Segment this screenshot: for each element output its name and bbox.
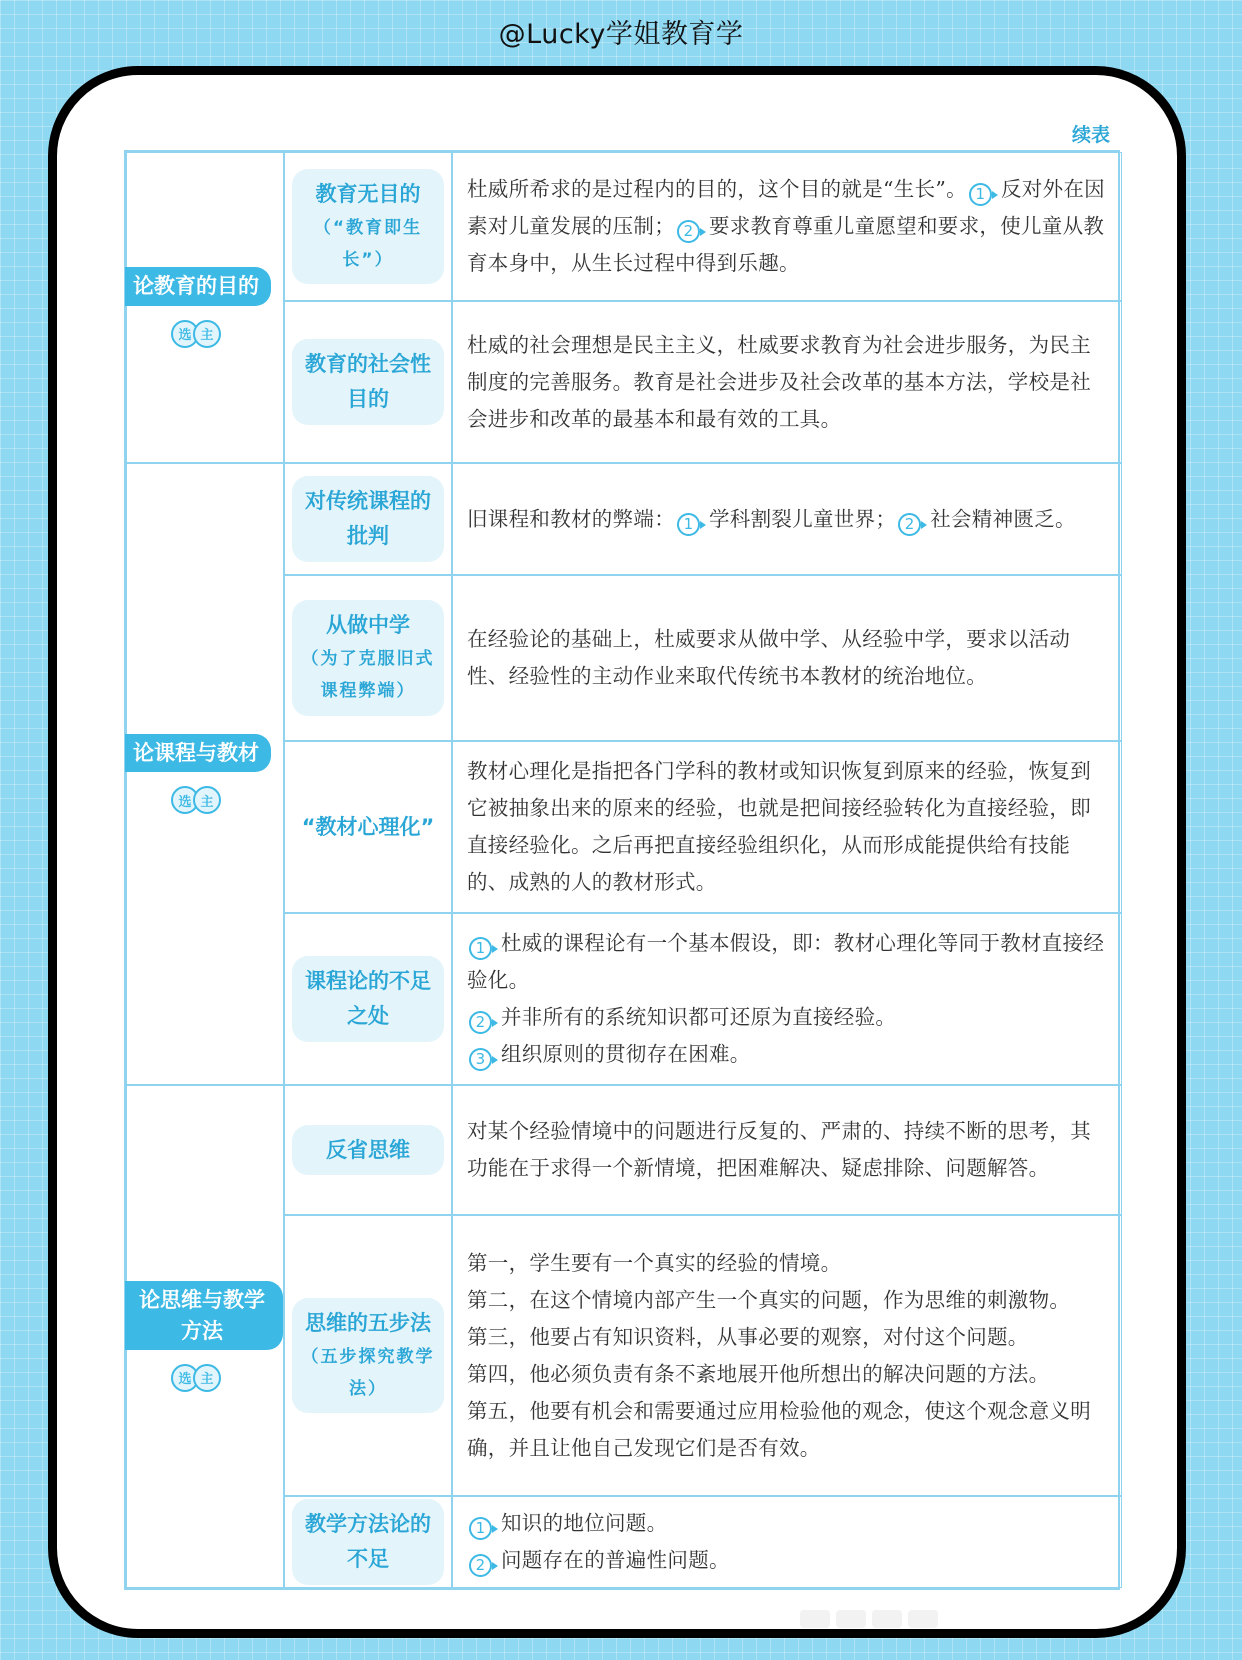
- topic-title: 思维的五步法: [305, 1310, 431, 1335]
- content-cell: 1 知识的地位问题。 2 问题存在的普遍性问题。: [452, 1496, 1122, 1588]
- topic-cell: [284, 575, 452, 741]
- topic-title: 课程论的不足之处: [305, 969, 431, 1028]
- content-cell: 在经验论的基础上，杜威要求从做中学、从经验中学，要求以活动性、经验性的主动作业来取代传统书本教材的统治地位。: [452, 575, 1122, 741]
- number-two-icon: 2: [898, 513, 921, 536]
- topic-title: 对传统课程的批判: [305, 489, 431, 548]
- xuan-zhu-badge-icon: 选 主: [171, 786, 221, 814]
- topic-title: 反省思维: [326, 1137, 410, 1162]
- step-item: 第一，学生要有一个真实的经验的情境。: [467, 1250, 842, 1275]
- topic-title: “教材心理化”: [301, 814, 435, 839]
- bottom-decoration: [800, 1610, 938, 1628]
- watermark: @Lucky学姐教育学: [498, 19, 744, 50]
- topic-cell: [284, 463, 452, 575]
- content-cell: 旧课程和教材的弊端： 1 学科割裂儿童世界； 2 社会精神匮乏。: [452, 463, 1122, 575]
- section-label: 论课程与教材: [125, 734, 271, 772]
- topic-cell: [284, 1496, 452, 1588]
- topic-cell: [284, 152, 452, 301]
- topic-subtitle: （“教育即生长”）: [313, 217, 423, 270]
- section-curriculum: [126, 463, 284, 1085]
- number-two-icon: 2: [469, 1554, 492, 1577]
- number-one-icon: 1: [469, 1517, 492, 1540]
- content-cell: 教材心理化是指把各门学科的教材或知识恢复到原来的经验，恢复到它被抽象出来的原来的经验，也就是把间接经验转化为直接经验，即直接经验化。之后再把直接经验组织化，从而形成能提供给有技能的、成熟的人的教材形式。: [452, 741, 1122, 913]
- xuan-zhu-badge-icon: 选 主: [171, 1364, 221, 1392]
- topic-title: 教育无目的: [315, 181, 421, 206]
- continue-label: 续表: [1072, 124, 1111, 146]
- number-two-icon: 2: [469, 1011, 492, 1034]
- topic-title: 教育的社会性目的: [305, 352, 431, 411]
- section-label: 论教育的目的: [125, 267, 271, 305]
- number-three-icon: 3: [469, 1048, 492, 1071]
- content-cell: 杜威的社会理想是民主主义，杜威要求教育为社会进步服务，为民主制度的完善服务。教育是社会进步及社会改革的基本方法，学校是社会进步和改革的最基本和最有效的工具。: [452, 301, 1122, 463]
- dewey-table: [124, 150, 1120, 1590]
- topic-title: 从做中学: [326, 613, 410, 638]
- content-cell: [452, 1215, 1122, 1496]
- topic-cell: [284, 1215, 452, 1496]
- section-thinking-method: [126, 1085, 284, 1588]
- number-two-icon: 2: [677, 220, 700, 243]
- step-item: 第二，在这个情境内部产生一个真实的问题，作为思维的刺激物。: [467, 1287, 1071, 1312]
- step-item: 第五，他要有机会和需要通过应用检验他的观念，使这个观念意义明确，并且让他自己发现它们是否有效。: [467, 1398, 1091, 1460]
- topic-cell: [284, 913, 452, 1085]
- xuan-zhu-badge-icon: 选 主: [171, 320, 221, 348]
- number-one-icon: 1: [677, 513, 700, 536]
- topic-subtitle: （五步探究教学法）: [301, 1346, 435, 1399]
- number-one-icon: 1: [469, 937, 492, 960]
- section-education-aims: [126, 152, 284, 463]
- topic-subtitle: （为了克服旧式课程弊端）: [301, 649, 435, 702]
- content-cell: 1 杜威的课程论有一个基本假设，即：教材心理化等同于教材直接经验化。 2 并非所有的系统知识都可还原为直接经验。 3 组织原则的贯彻存在困难。: [452, 913, 1122, 1085]
- section-label: 论思维与教学方法: [125, 1281, 283, 1350]
- topic-cell: [284, 1085, 452, 1215]
- number-one-icon: 1: [969, 183, 992, 206]
- content-cell: 杜威所希求的是过程内的目的，这个目的就是“生长”。 1 反对外在因素对儿童发展的压制； 2 要求教育尊重儿童愿望和要求，使儿童从教育本身中，从生长过程中得到乐趣。: [452, 152, 1122, 301]
- step-item: 第四，他必须负责有条不紊地展开他所想出的解决问题的方法。: [467, 1361, 1050, 1386]
- topic-cell: [284, 741, 452, 913]
- topic-title: 教学方法论的不足: [305, 1512, 431, 1571]
- content-cell: 对某个经验情境中的问题进行反复的、严肃的、持续不断的思考，其功能在于求得一个新情境，把困难解决、疑虑排除、问题解答。: [452, 1085, 1122, 1215]
- step-item: 第三，他要占有知识资料，从事必要的观察，对付这个问题。: [467, 1324, 1029, 1349]
- topic-cell: [284, 301, 452, 463]
